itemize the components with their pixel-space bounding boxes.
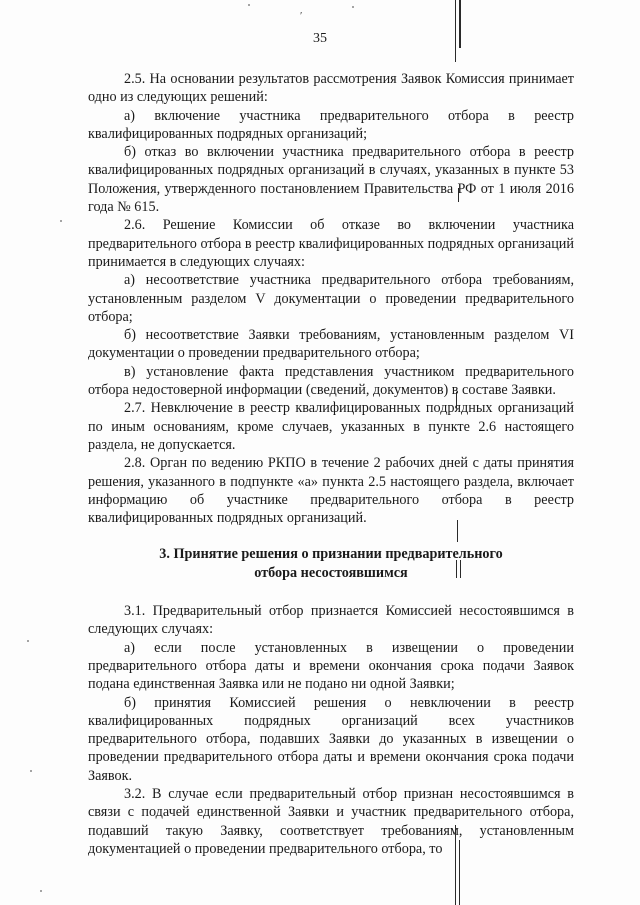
paragraph-2-5-b: б) отказ во включении участника предварительного отбора в реестр квалифицированных подрядных организаций в случаях, указанных в пункте 53 Положения, утвержденного постановлением Правительства РФ от 1 июля 2016 года № 615. xyxy=(88,144,574,216)
scan-artifact-speck xyxy=(352,6,354,8)
section-heading xyxy=(88,545,574,582)
paragraph-3-1: 3.1. Предварительный отбор признается Комиссией несостоявшимся в следующих случаях: xyxy=(88,603,574,638)
paragraph-2-6: 2.6. Решение Комиссии об отказе во включении участника предварительного отбора в реестр квалифицированных подрядных организаций принимается в следующих случаях: xyxy=(88,217,574,270)
section-heading-line-2: отбора несостоявшимся xyxy=(254,564,408,581)
paragraph-3-1-b: б) принятия Комиссией решения о невключении в реестр квалифицированных подрядных организаций всех участников предварительного отбора, подавших Заявки до указанных в извещении о проведении предварительного отбора даты и времени окончания срока подачи Заявок. xyxy=(88,694,574,784)
scan-artifact-speck xyxy=(30,770,32,772)
page-number: 35 xyxy=(313,31,327,46)
paragraph-2-5-a: а) включение участника предварительного отбора в реестр квалифицированных подрядных организаций; xyxy=(88,107,574,142)
paragraph-2-7: 2.7. Невключение в реестр квалифицированных подрядных организаций по иным основаниям, кроме случаев, указанных в пункте 2.6 настоящего раздела, не допускается. xyxy=(88,400,574,453)
paragraph-2-6-c: в) установление факта представления участником предварительного отбора недостоверной информации (сведений, документов) в составе Заявки. xyxy=(88,363,574,399)
paragraph-2-5: 2.5. На основании результатов рассмотрения Заявок Комиссия принимает одно из следующих решений: xyxy=(88,71,574,106)
scan-artifact-speck xyxy=(27,640,29,642)
paragraph-2-6-b: б) несоответствие Заявки требованиям, установленным разделом VI документации о проведении предварительного отбора; xyxy=(88,327,574,362)
paragraph-3-2: 3.2. В случае если предварительный отбор признан несостоявшимся в связи с подачей единственной Заявки и участник предварительного отбора, подавший такую Заявку, соответствует требованиям, установленным документацией о проведении предварительного отбора, то xyxy=(88,785,574,857)
scan-artifact-mark: ′ xyxy=(300,10,303,22)
scan-artifact-speck xyxy=(60,220,62,222)
section-heading-line-1: 3. Принятие решения о признании предварительного xyxy=(159,546,503,563)
document-body xyxy=(88,70,574,858)
paragraph-3-1-a: а) если после установленных в извещении о проведении предварительного отбора даты и времени окончания срока подачи Заявок подана единственная Заявка или не подано ни одной Заявки; xyxy=(88,639,574,693)
paragraph-2-8: 2.8. Орган по ведению РКПО в течение 2 рабочих дней с даты принятия решения, указанного в подпункте «а» пункта 2.5 настоящего раздела, включает информацию об участнике предварительного отбора в реестр квалифицированных подрядных организаций. xyxy=(88,455,574,527)
paragraph-2-6-a: а) несоответствие участника предварительного отбора требованиям, установленным разделом V документации о проведении предварительного отбора; xyxy=(88,272,574,325)
scan-artifact-speck xyxy=(40,890,42,892)
scan-artifact-speck xyxy=(248,4,250,6)
